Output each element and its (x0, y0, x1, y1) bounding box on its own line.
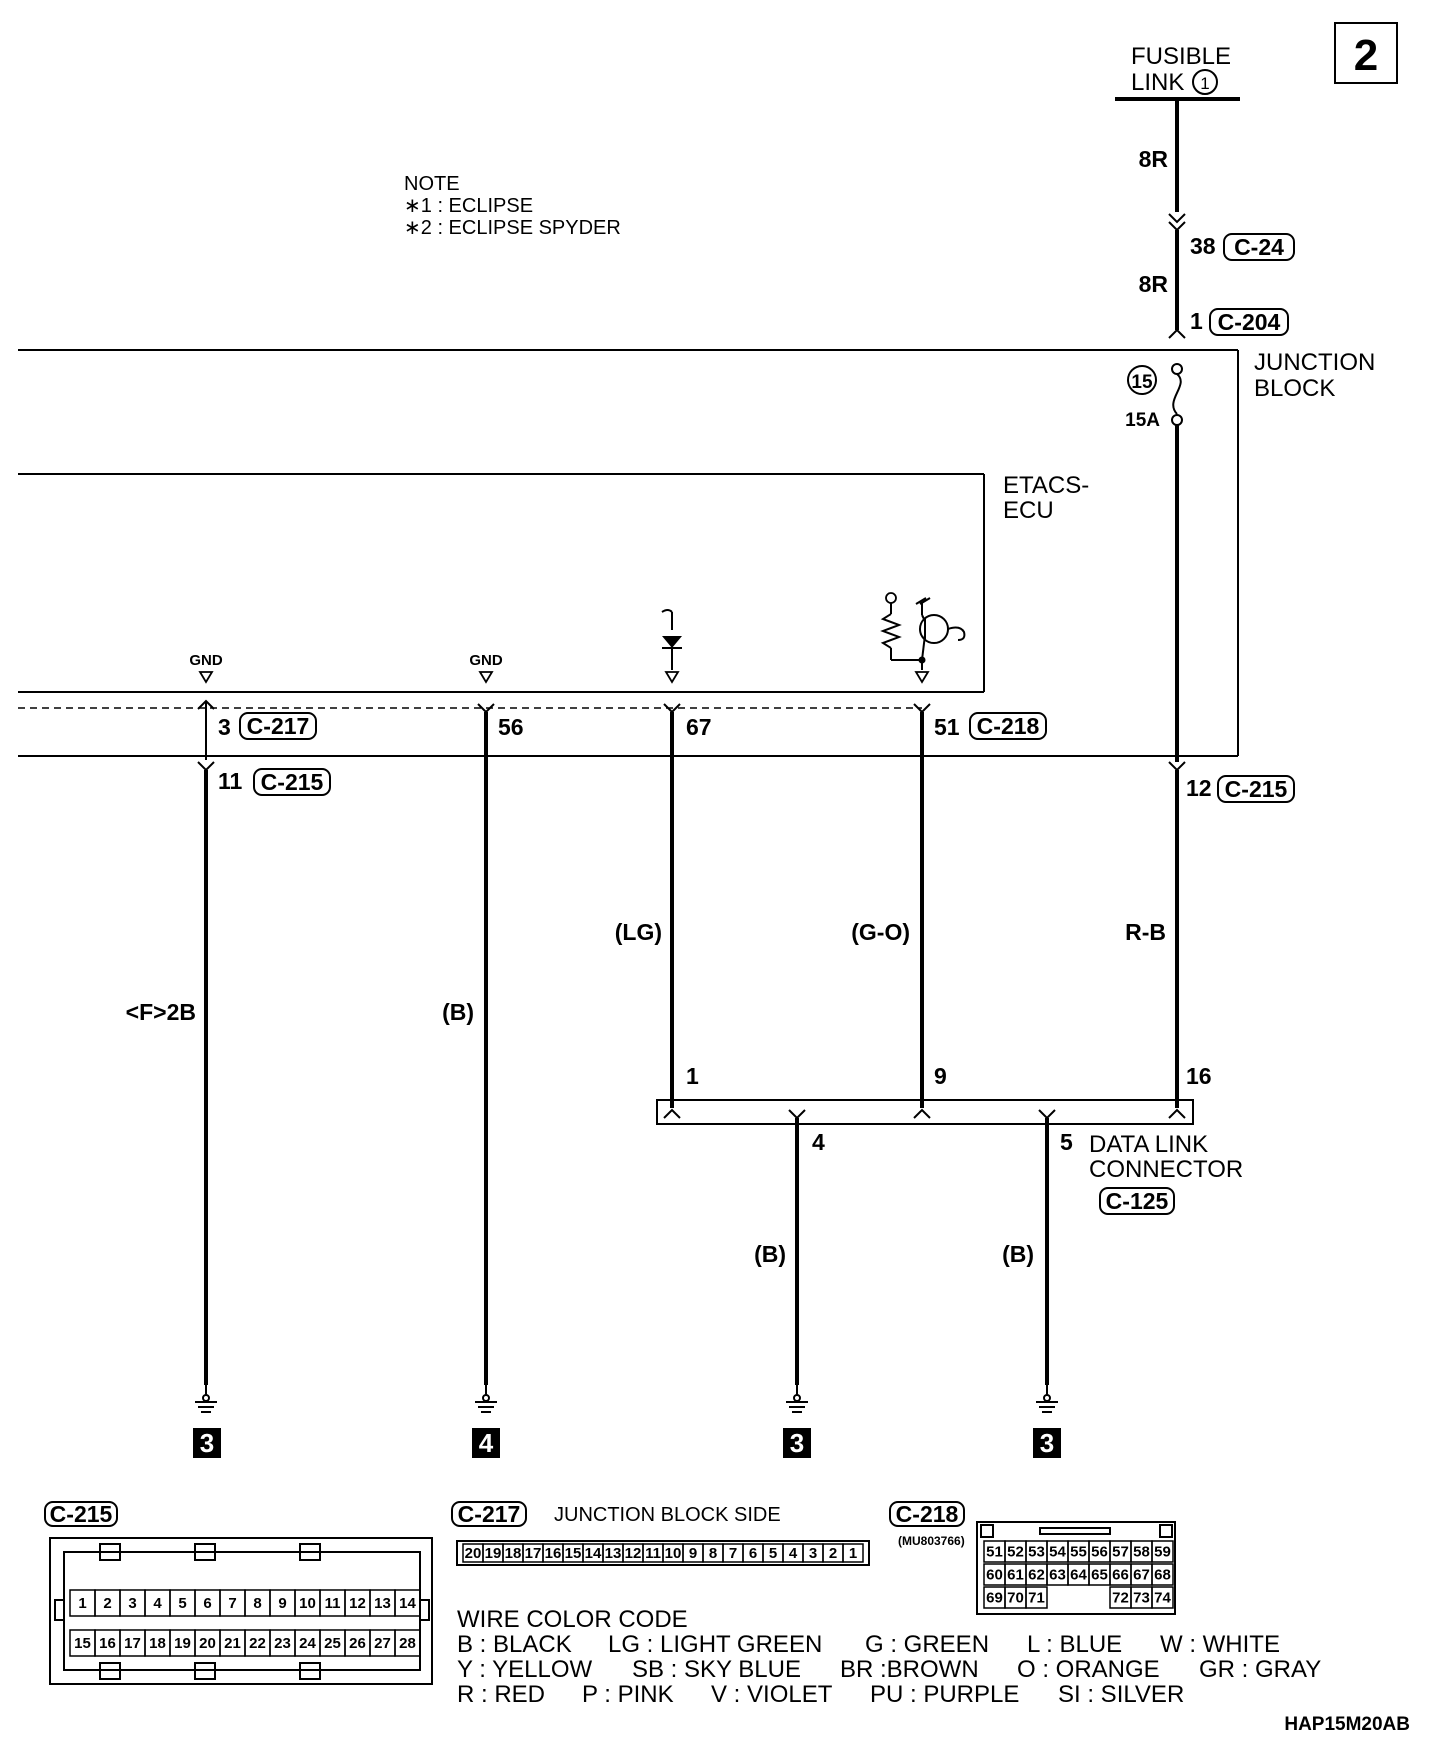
c218-pin-62 (1026, 1564, 1047, 1585)
fuse-number: 15 (1131, 372, 1153, 393)
c218-pin-54 (1047, 1541, 1068, 1562)
c217-pin-13 (603, 1544, 623, 1562)
dlc-pin-5: 5 (1060, 1129, 1073, 1155)
svg-text:8: 8 (253, 1595, 262, 1612)
c215-pin-24 (295, 1630, 320, 1656)
fusible-link-label-2: LINK (1131, 69, 1185, 96)
svg-text:58: 58 (1133, 1543, 1150, 1561)
dlc-pin1-chevron (664, 1110, 680, 1118)
c215-pin-6 (195, 1590, 220, 1616)
col1-pin-bottom: 11 (218, 768, 243, 794)
svg-text:56: 56 (1091, 1543, 1108, 1561)
c215-connector-pin12: C-215 (1224, 776, 1288, 802)
c217-pin-18 (503, 1544, 523, 1562)
col1-pin-top: 3 (218, 714, 231, 740)
svg-text:13: 13 (374, 1595, 391, 1612)
svg-text:11: 11 (324, 1595, 341, 1612)
svg-text:W : WHITE: W : WHITE (1160, 1631, 1280, 1658)
c215-pin-21 (220, 1630, 245, 1656)
c217-pin-1 (843, 1544, 863, 1562)
note-line-2: ∗2 : ECLIPSE SPYDER (404, 217, 621, 239)
c218-pin-56 (1089, 1541, 1110, 1562)
svg-text:8: 8 (708, 1545, 718, 1562)
c215-connector-col1: C-215 (260, 769, 324, 795)
svg-text:27: 27 (374, 1635, 391, 1652)
c217-pin-20 (463, 1544, 483, 1562)
dlc-pin-1: 1 (686, 1063, 699, 1089)
c215-pin-5 (170, 1590, 195, 1616)
svg-text:26: 26 (349, 1635, 366, 1652)
c215-pin-7 (220, 1590, 245, 1616)
svg-text:3: 3 (789, 1428, 805, 1458)
svg-text:11: 11 (645, 1545, 661, 1562)
c215-pin-15 (70, 1630, 95, 1656)
c217-view-title: C-217 (457, 1501, 521, 1527)
wire-label-8r-top: 8R (1138, 146, 1168, 172)
svg-text:20: 20 (199, 1635, 216, 1652)
c217-pin-2 (823, 1544, 843, 1562)
svg-text:SB : SKY BLUE: SB : SKY BLUE (632, 1656, 801, 1683)
c218-pin-53 (1026, 1541, 1047, 1562)
svg-text:1: 1 (848, 1545, 858, 1562)
svg-text:71: 71 (1028, 1589, 1045, 1607)
c218-pin-68 (1152, 1564, 1173, 1585)
c217-pin-17 (523, 1544, 543, 1562)
svg-text:18: 18 (504, 1545, 522, 1562)
c215-pin-10 (295, 1590, 320, 1616)
svg-text:20: 20 (464, 1545, 482, 1562)
wire-color-dlc5: (B) (1002, 1241, 1034, 1267)
c215-pin-26 (345, 1630, 370, 1656)
svg-text:15: 15 (564, 1545, 582, 1562)
c218-pin-74 (1152, 1587, 1173, 1608)
c215-pin-16 (95, 1630, 120, 1656)
c217-connector: C-217 (246, 713, 310, 739)
svg-text:13: 13 (604, 1545, 622, 1562)
svg-text:53: 53 (1028, 1543, 1045, 1561)
svg-text:12: 12 (624, 1545, 642, 1562)
svg-text:1: 1 (78, 1595, 87, 1612)
col2-pin: 56 (498, 714, 524, 740)
c215-pin-18 (145, 1630, 170, 1656)
ground-icon-col2 (475, 1385, 497, 1412)
c217-pin-11 (643, 1544, 663, 1562)
col3-pin: 67 (686, 714, 712, 740)
svg-text:3: 3 (128, 1595, 137, 1612)
svg-text:62: 62 (1028, 1566, 1045, 1584)
c215-pin-11 (320, 1590, 345, 1616)
svg-text:4: 4 (153, 1595, 162, 1612)
c215-pin-8 (245, 1590, 270, 1616)
svg-text:P : PINK: P : PINK (582, 1681, 674, 1708)
c215-pin-22 (245, 1630, 270, 1656)
svg-text:BR :BROWN: BR :BROWN (840, 1656, 979, 1683)
svg-text:B : BLACK: B : BLACK (457, 1631, 572, 1658)
svg-text:66: 66 (1112, 1566, 1129, 1584)
c215-pin-3 (120, 1590, 145, 1616)
c218-pin-51 (984, 1541, 1005, 1562)
c215-pin-19 (170, 1630, 195, 1656)
c24-connector: C-24 (1234, 234, 1284, 260)
c215-pin-23 (270, 1630, 295, 1656)
svg-text:64: 64 (1070, 1566, 1087, 1584)
note-line-1: ∗1 : ECLIPSE (404, 195, 534, 217)
svg-text:5: 5 (768, 1545, 778, 1562)
diode-icon (662, 610, 682, 682)
fusible-link-label: FUSIBLE (1131, 43, 1232, 70)
c215-pin-27 (370, 1630, 395, 1656)
etacs-label-2: ECU (1003, 497, 1054, 524)
c218-pin-69 (984, 1587, 1005, 1608)
dlc-pin-9: 9 (934, 1063, 947, 1089)
c215-view-title: C-215 (49, 1501, 113, 1527)
c218-pin-59 (1152, 1541, 1173, 1562)
svg-text:55: 55 (1070, 1543, 1087, 1561)
ground-icon-col1 (195, 1385, 217, 1412)
c215-chevron-col1 (198, 762, 214, 770)
svg-text:4: 4 (788, 1545, 798, 1562)
svg-text:9: 9 (278, 1595, 287, 1612)
svg-text:4: 4 (478, 1428, 494, 1458)
svg-text:22: 22 (249, 1635, 266, 1652)
note-title: NOTE (404, 173, 460, 195)
dlc-pin9-chevron (914, 1110, 930, 1118)
svg-text:23: 23 (274, 1635, 291, 1652)
c218-pin-72 (1110, 1587, 1131, 1608)
c215-pin-4 (145, 1590, 170, 1616)
c218-pin-66 (1110, 1564, 1131, 1585)
c218-connector: C-218 (976, 713, 1040, 739)
c218-pin-61 (1005, 1564, 1026, 1585)
svg-text:2: 2 (103, 1595, 112, 1612)
c218-pin-55 (1068, 1541, 1089, 1562)
c218-pin-65 (1089, 1564, 1110, 1585)
connector-view-c218 (890, 1501, 1175, 1614)
svg-text:28: 28 (399, 1635, 416, 1652)
svg-text:24: 24 (299, 1635, 316, 1652)
svg-text:5: 5 (178, 1595, 187, 1612)
c215-pin-28 (395, 1630, 420, 1656)
c218-pin-70 (1005, 1587, 1026, 1608)
svg-text:9: 9 (688, 1545, 698, 1562)
svg-text:16: 16 (544, 1545, 562, 1562)
svg-text:LG : LIGHT GREEN: LG : LIGHT GREEN (608, 1631, 823, 1658)
data-link-connector-label: DATA LINK (1089, 1131, 1209, 1158)
svg-text:65: 65 (1091, 1566, 1108, 1584)
svg-text:12: 12 (349, 1595, 366, 1612)
c215-pin-17 (120, 1630, 145, 1656)
ground-ref-badge-dlc4 (783, 1428, 811, 1458)
junction-block-label-2: BLOCK (1254, 375, 1336, 402)
c217-pin-6 (743, 1544, 763, 1562)
fuse-rating: 15A (1125, 410, 1160, 431)
c24-chevron (1169, 214, 1185, 222)
wire-color-col1: <F>2B (125, 999, 196, 1025)
svg-text:74: 74 (1154, 1589, 1171, 1607)
svg-text:G : GREEN: G : GREEN (865, 1631, 990, 1658)
c215-pin-grid (70, 1590, 420, 1656)
c204-connector: C-204 (1217, 309, 1281, 335)
svg-text:52: 52 (1007, 1543, 1024, 1561)
c218-pin-63 (1047, 1564, 1068, 1585)
c218-pin-67 (1131, 1564, 1152, 1585)
connector-view-c217 (452, 1501, 869, 1565)
gnd-symbol-2 (480, 672, 492, 682)
dlc-pin-16: 16 (1186, 1063, 1212, 1089)
svg-text:3: 3 (199, 1428, 215, 1458)
ground-ref-badge-col1 (193, 1428, 221, 1458)
svg-text:63: 63 (1049, 1566, 1066, 1584)
transistor-input-icon (883, 593, 964, 682)
gnd-symbol-1 (200, 672, 212, 682)
gnd-label-2: GND (469, 652, 503, 669)
c218-pin-52 (1005, 1541, 1026, 1562)
wire-label-8r-mid: 8R (1138, 271, 1168, 297)
svg-text:PU : PURPLE: PU : PURPLE (870, 1681, 1020, 1708)
c24-pin: 38 (1190, 233, 1216, 259)
c217-view-subtitle: JUNCTION BLOCK SIDE (554, 1504, 781, 1526)
c217-pin-grid (463, 1544, 863, 1562)
c215-pin-25 (320, 1630, 345, 1656)
svg-text:16: 16 (99, 1635, 116, 1652)
svg-text:70: 70 (1007, 1589, 1024, 1607)
ground-icon-dlc4 (786, 1385, 808, 1412)
svg-text:17: 17 (124, 1635, 141, 1652)
svg-text:57: 57 (1112, 1543, 1129, 1561)
svg-text:10: 10 (664, 1545, 682, 1562)
svg-text:51: 51 (986, 1543, 1003, 1561)
c217-pin-9 (683, 1544, 703, 1562)
svg-text:68: 68 (1154, 1566, 1171, 1584)
c217-pin-8 (703, 1544, 723, 1562)
wire-color-col2: (B) (442, 999, 474, 1025)
svg-text:69: 69 (986, 1589, 1003, 1607)
c218-pin-57 (1110, 1541, 1131, 1562)
svg-text:54: 54 (1049, 1543, 1066, 1561)
c215-chevron-pin12 (1169, 762, 1185, 770)
svg-text:R : RED: R : RED (457, 1681, 546, 1708)
svg-text:10: 10 (299, 1595, 316, 1612)
ground-ref-badge-dlc5 (1033, 1428, 1061, 1458)
svg-text:60: 60 (986, 1566, 1003, 1584)
svg-text:GR : GRAY: GR : GRAY (1199, 1656, 1322, 1683)
wire-color-dlc4: (B) (754, 1241, 786, 1267)
ground-icon-dlc5 (1036, 1385, 1058, 1412)
c217-pin-15 (563, 1544, 583, 1562)
gnd-label-1: GND (189, 652, 223, 669)
ground-ref-badge-col2 (472, 1428, 500, 1458)
fuse-terminal-bottom (1172, 415, 1182, 425)
fuse-icon (1173, 374, 1181, 414)
svg-text:6: 6 (203, 1595, 212, 1612)
c217-pin-16 (543, 1544, 563, 1562)
svg-text:7: 7 (728, 1545, 738, 1562)
svg-text:14: 14 (399, 1595, 416, 1612)
svg-text:21: 21 (224, 1635, 241, 1652)
svg-text:15: 15 (74, 1635, 91, 1652)
c215-pin-12 (345, 1590, 370, 1616)
wire-color-col4: (G-O) (851, 919, 910, 945)
svg-text:61: 61 (1007, 1566, 1024, 1584)
svg-text:25: 25 (324, 1635, 341, 1652)
wire-color-code-title: WIRE COLOR CODE (457, 1606, 688, 1633)
c218-part-number: (MU803766) (898, 1534, 965, 1548)
c204-chevron (1169, 330, 1185, 338)
figure-code: HAP15M20AB (1284, 1714, 1410, 1735)
svg-text:3: 3 (1039, 1428, 1055, 1458)
svg-text:17: 17 (524, 1545, 542, 1562)
c217-pin-12 (623, 1544, 643, 1562)
c217-pin-10 (663, 1544, 683, 1562)
c125-connector: C-125 (1105, 1188, 1169, 1214)
etacs-label: ETACS- (1003, 472, 1090, 499)
svg-text:6: 6 (748, 1545, 758, 1562)
c217-pin-14 (583, 1544, 603, 1562)
c215-pin-20 (195, 1630, 220, 1656)
c217-pin-19 (483, 1544, 503, 1562)
c218-pin-58 (1131, 1541, 1152, 1562)
page-number: 2 (1353, 31, 1379, 80)
svg-text:Y : YELLOW: Y : YELLOW (457, 1656, 593, 1683)
c217-pin-4 (783, 1544, 803, 1562)
c217-pin-3 (803, 1544, 823, 1562)
c218-pin-73 (1131, 1587, 1152, 1608)
c215-pin-12: 12 (1186, 775, 1212, 801)
c217-pin-5 (763, 1544, 783, 1562)
c217-pin-7 (723, 1544, 743, 1562)
svg-text:19: 19 (174, 1635, 191, 1652)
svg-text:18: 18 (149, 1635, 166, 1652)
svg-text:59: 59 (1154, 1543, 1171, 1561)
svg-text:V : VIOLET: V : VIOLET (711, 1681, 833, 1708)
dlc-pin5-chevron (1039, 1110, 1055, 1118)
svg-text:O : ORANGE: O : ORANGE (1017, 1656, 1160, 1683)
c218-pin-71 (1026, 1587, 1047, 1608)
svg-text:SI : SILVER: SI : SILVER (1058, 1681, 1185, 1708)
c215-pin-13 (370, 1590, 395, 1616)
c215-pin-2 (95, 1590, 120, 1616)
svg-text:3: 3 (808, 1545, 818, 1562)
svg-text:19: 19 (484, 1545, 502, 1562)
svg-text:67: 67 (1133, 1566, 1150, 1584)
svg-text:72: 72 (1112, 1589, 1129, 1607)
svg-text:2: 2 (828, 1545, 838, 1562)
c215-pin-14 (395, 1590, 420, 1616)
data-link-connector-label-2: CONNECTOR (1089, 1156, 1244, 1183)
dlc-pin16-chevron (1169, 1110, 1185, 1118)
wire-color-col3: (LG) (614, 919, 662, 945)
col4-pin: 51 (934, 714, 960, 740)
c218-pin-60 (984, 1564, 1005, 1585)
c204-pin: 1 (1190, 308, 1203, 334)
svg-text:7: 7 (228, 1595, 237, 1612)
fusible-link-number: 1 (1200, 74, 1210, 93)
svg-text:73: 73 (1133, 1589, 1150, 1607)
svg-text:L : BLUE: L : BLUE (1027, 1631, 1123, 1658)
c218-view-title: C-218 (895, 1501, 959, 1527)
c215-pin-9 (270, 1590, 295, 1616)
c215-pin-1 (70, 1590, 95, 1616)
wire-color-power: R-B (1125, 919, 1166, 945)
svg-text:14: 14 (584, 1545, 602, 1562)
dlc-pin4-chevron (789, 1110, 805, 1118)
junction-block-label: JUNCTION (1254, 349, 1376, 376)
dlc-pin-4: 4 (812, 1129, 825, 1155)
c218-pin-grid (984, 1541, 1173, 1608)
fuse-terminal-top (1172, 364, 1182, 374)
connector-view-c215 (45, 1501, 432, 1684)
wire-color-code-legend (457, 1606, 1321, 1708)
c218-pin-64 (1068, 1564, 1089, 1585)
